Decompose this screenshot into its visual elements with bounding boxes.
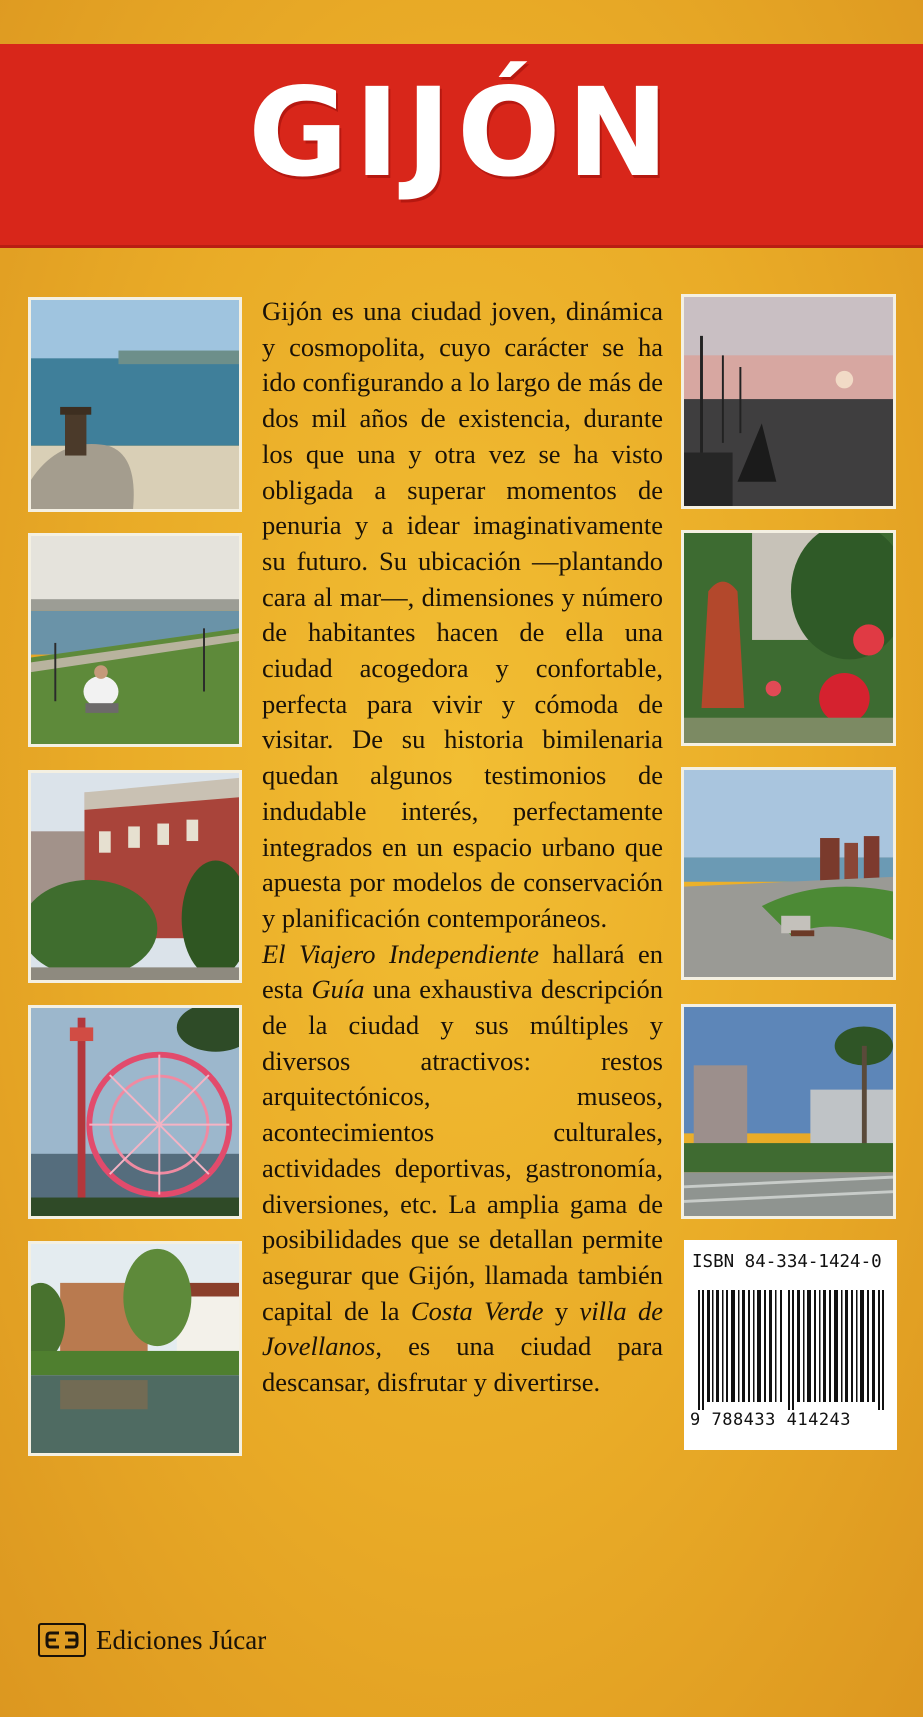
villa-jovellanos-name: villa de Jovellanos — [262, 1295, 664, 1362]
coast-rock-photo — [28, 297, 242, 512]
isbn-label: ISBN 84-334-1424-0 — [692, 1252, 882, 1272]
back-cover-description — [262, 294, 663, 1401]
red-building-photo — [28, 770, 242, 983]
isbn-barcode-box — [684, 1240, 897, 1450]
palm-buildings-photo — [681, 1004, 896, 1219]
wooden-pavilion-photo — [28, 1241, 242, 1456]
publisher-logo-icon — [38, 1623, 86, 1657]
publisher — [38, 1623, 266, 1657]
seaside-sculptures-photo — [681, 767, 896, 980]
costa-verde-name: Costa Verde — [410, 1295, 544, 1326]
book-title: GIJÓN — [248, 62, 675, 204]
series-name: El Viajero Independiente — [262, 938, 540, 969]
description-paragraph-2: El Viajero Independiente hallará en esta Guía una exhaustiva descripción de la ciudad y sus múltiples y diversos atractivos: restos arquitectónicos, museos, acontecimientos culturales, actividades deportivas, gastronomía, diversiones, etc. La amplia gama de posibilidades que se detallan permite asegurar que Gijón, llamada también capital de la Costa Verde y villa de Jovellanos, es una ciudad para descansar, disfrutar y divertirse. — [262, 938, 664, 1398]
publisher-name: Ediciones Júcar — [96, 1624, 267, 1655]
barcode-digits: 9 788433 414243 — [690, 1410, 852, 1430]
description-paragraph-1: Gijón es una ciudad joven, dinámica y cosmopolita, cuyo carácter se ha ido configurando a lo largo de más de dos mil años de existencia, durante los que una y otra vez se ha visto obligada a superar momentos de penuria y a idear imaginativamente su futuro. Su ubicación —plantando cara al mar—, dimensiones y número de habitantes hacen de ella una ciudad acogedora y confortable, perfecta para vivir y cómoda de visitar. De su historia bimilenaria quedan algunos testimonios de indudable interés, perfectamente integrados en un espacio urbano que apuesta por modelos de conservación y planificación contemporáneos. — [262, 296, 663, 933]
guide-word: Guía — [311, 974, 365, 1005]
barcode-icon — [696, 1290, 886, 1410]
seaside-park-photo — [28, 533, 242, 747]
ferris-wheel-photo — [28, 1005, 242, 1219]
sunset-promenade-photo — [681, 294, 896, 509]
garden-sculpture-photo — [681, 530, 896, 746]
